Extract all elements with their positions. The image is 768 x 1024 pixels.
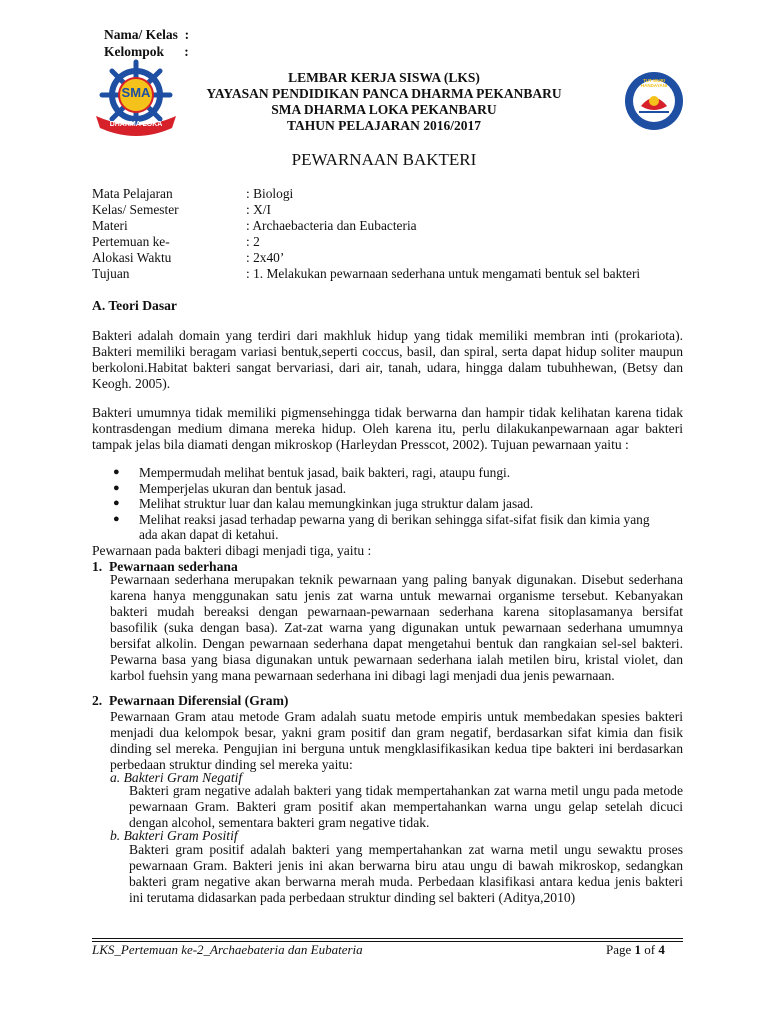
field-kelompok: Kelompok : [104,44,189,59]
ministry-logo [621,70,687,132]
footer-divider [92,938,683,939]
meta-key: Pertemuan ke- [92,234,170,249]
bullet-icon: ● [113,466,120,478]
footer-page-number [606,942,665,958]
bullet-text: Mempermudah melihat bentuk jasad, baik bakteri, ragi, ataupu fungi. [139,465,511,480]
page-current: 1 [634,942,642,957]
heading-gram-negatif: a. Bakteri Gram Negatif [110,770,243,785]
page-title: PEWARNAAN BAKTERI [291,150,477,169]
logo-text-sma: SMA [121,85,151,100]
meta-value: : 2 [246,234,260,249]
meta-key: Alokasi Waktu [92,250,172,265]
bullet-icon: ● [113,513,120,525]
paragraph-pewarnaan-sederhana: Pewarnaan sederhana merupakan teknik pewarnaan yang paling banyak digunakan. Disebut sederhana karena hanya menggunakan satu jenis zat warna untuk mewarnai organisme tersebut. Kebanyakan bakteri mudah bereaksi dengan pewarnaan-pewarnaan sederhana karena sitoplasamanya bersifat basofilik (suka dengan basa). Zat-zat warna yang digunakan untuk pewarnaan sederhana umumnya bersifat alkolin. Dengan pewarnaan sederhana dapat mengetahui bentuk dan rangkaian sel-sel bakteri. Pewarna basa yang biasa digunakan untuk pewarnaan sederhana ialah metilen biru, kristal violet, dan karbol fuehsin yang mana pewarnaan sederhana ini dibagi lagi menjadi dua jenis pewarnaan. [110,572,683,683]
heading-gram-positif: b. Bakteri Gram Positif [110,828,238,843]
meta-value: : 1. Melakukan pewarnaan sederhana untuk mengamati bentuk sel bakteri [246,266,641,281]
ministry-logo-text: TUT WURI HANDAYANI [640,78,668,88]
logo-ribbon-text: DHARMA LOKA [109,121,163,128]
meta-value: : Archaebacteria dan Eubacteria [246,218,417,233]
meta-key: Kelas/ Semester [92,202,179,217]
bullet-text: Melihat struktur luar dan kalau memungkinkan juga struktur dalam jasad. [139,496,534,511]
field-nama-kelas: Nama/ Kelas : [104,27,190,42]
meta-value: : Biologi [246,186,294,201]
page-total: 4 [658,942,665,957]
paragraph-2: Bakteri umumnya tidak memiliki pigmensehingga tidak berwarna dan hampir tidak kelihatan karena tidak kontrasdengan medium dimana mereka hidup. Oleh karena itu, perlu dilakukanpewarnaan agar bakteri tampak jelas bila diamati dengan mikroskop (Harleydan Presscot, 2002). Tujuan pewarnaan yaitu : [92,405,683,452]
bullet-icon: ● [113,497,120,509]
meta-value: : X/I [246,202,271,217]
header-line-school: SMA DHARMA LOKA PEKANBARU [271,102,497,117]
header-line-year: TAHUN PELAJARAN 2016/2017 [286,118,481,133]
paragraph-1: Bakteri adalah domain yang terdiri dari makhluk hidup yang tidak memiliki membran inti (prokariota). Bakteri memiliki beragam variasi bentuk,seperti coccus, basil, dan spiral, serta dapat hidup soliter maupun berkoloni.Habitat bakteri sangat bervariasi, dari air, tanah, udara, hingga dalam tubuhhewan, (Betsy dan Keogh. 2005). [92,328,683,391]
meta-value: : 2x40’ [246,250,285,265]
header-line-lks: LEMBAR KERJA SISWA (LKS) [288,70,480,85]
section-heading-teori-dasar: A. Teori Dasar [92,298,177,313]
bullet-icon: ● [113,482,120,494]
meta-key: Tujuan [92,266,130,281]
list-item [113,512,673,542]
paragraph-pewarnaan-diferensial: Pewarnaan Gram atau metode Gram adalah suatu metode empiris untuk membedakan spesies bakteri menjadi dua kelompok besar, yakni gram positif dan gram negatif, berdasarkan sifat kimia dan fisik dinding sel mereka. Pengujian ini berguna untuk mengklasifikasikan kedua tipe bakteri ini berdasarkan perbedaan struktur dinding sel mereka yaitu: [110,709,683,772]
bullet-text: Memperjelas ukuran dan bentuk jasad. [139,481,347,496]
paragraph-gram-negatif: Bakteri gram negative adalah bakteri yang tidak mempertahankan zat warna metil ungu pada metode pewarnaan Gram. Bakteri gram positif akan mempertahankan warna ungu gelap setelah dicuci dengan alcohol, sementara bakteri gram negative tidak. [129,783,683,830]
meta-key: Materi [92,218,128,233]
intro-types-text: Pewarnaan pada bakteri dibagi menjadi tiga, yaitu : [92,543,372,558]
bullet-text: Melihat reaksi jasad terhadap pewarna yang di berikan sehingga sifat-sifat fisik dan kimia yang ada akan dapat di ketahui. [139,512,650,542]
heading-pewarnaan-diferensial: 2. Pewarnaan Diferensial (Gram) [92,693,289,708]
paragraph-gram-positif: Bakteri gram positif adalah bakteri yang mempertahankan zat warna metil ungu sewaktu proses pewarnaan Gram. Bakteri jenis ini akan berwarna biru atau ungu di bawah mikroskop, sedangkan bakteri gram negative akan berwarna merah muda. Perbedaan klasifikasi antara kedua jenis bakteri ini terutama didasarkan pada perbedaan struktur dinding sel bakteri (Aditya,2010) [129,842,683,905]
heading-pewarnaan-sederhana: 1. Pewarnaan sederhana [92,559,238,574]
meta-key: Mata Pelajaran [92,186,173,201]
page-label: Page [606,942,632,957]
footer-doc-name: LKS_Pertemuan ke-2_Archaebateria dan Eubateria [92,942,363,957]
page-of-label: of [644,942,656,957]
header-line-yayasan: YAYASAN PENDIDIKAN PANCA DHARMA PEKANBARU [206,86,562,101]
